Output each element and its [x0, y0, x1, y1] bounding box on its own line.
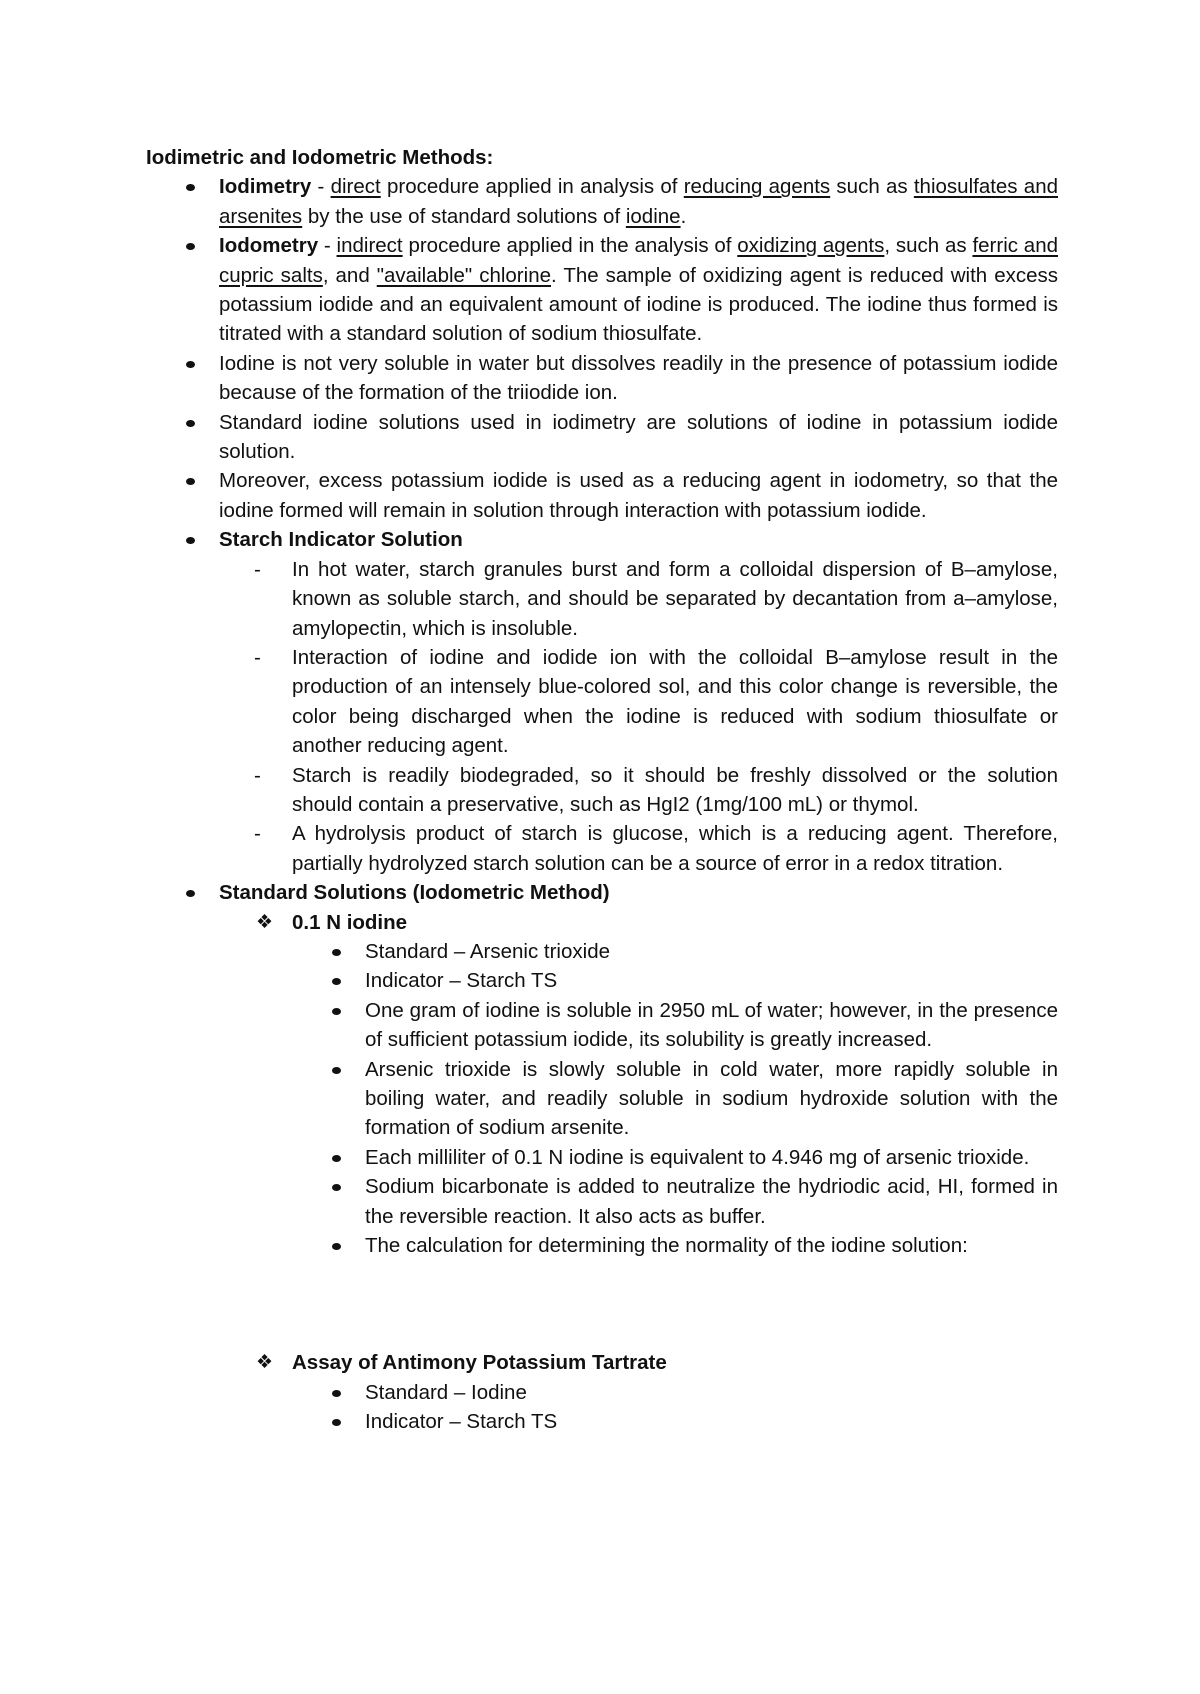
bullet-dot-icon [186, 361, 195, 368]
section-title-starch: Starch Indicator Solution [219, 528, 463, 552]
bullet-text: Moreover, excess potassium iodide is used as a reducing agent in iodometry, so that the iodine formed will remain in solution through interaction with potassium iodide. [219, 469, 1058, 522]
sub-bullet-text: The calculation for determining the normality of the iodine solution: [365, 1234, 968, 1258]
page-heading: Iodimetric and Iodometric Methods: [146, 146, 494, 169]
bullet-dot-icon [332, 1184, 341, 1191]
text: , and [322, 263, 377, 287]
subsection-title-iodine: 0.1 N iodine [292, 910, 408, 934]
bullet-dot-icon [332, 949, 341, 956]
dash-marker-icon: - [254, 557, 261, 581]
dash-item [146, 643, 1058, 761]
bullet-dot-icon [186, 890, 195, 897]
bullet-dot-icon [332, 1067, 341, 1074]
dash-text: Interaction of iodine and iodide ion with the colloidal B–amylose result in the production of an intensely blue-colored sol, and this color change is reversible, the color being discharged when the iodine is reduced with sodium thiosulfate or another reducing agent. [292, 645, 1058, 758]
sub-bullet-item [146, 1143, 1058, 1172]
bullet-dot-icon [332, 1008, 341, 1015]
term-iodimetry: Iodimetry [219, 175, 312, 199]
underlined-oxidizing-agents: oxidizing agents [737, 234, 885, 258]
dash-item [146, 819, 1058, 878]
text: , such as [884, 234, 973, 258]
dash-marker-icon: - [254, 645, 261, 669]
bullet-item [146, 349, 1058, 408]
text: . The sample of oxidizing agent is reduced with excess potassium iodide and an equivalent amount of iodine is produced. The iodine thus formed is titrated with a standard solution of sodium thiosulfate. [219, 263, 1058, 346]
blank-space [146, 1260, 1058, 1348]
sub-bullet-item [146, 966, 1058, 995]
bullet-starch-indicator [146, 525, 1058, 554]
dash-item [146, 555, 1058, 643]
dash-text: Starch is readily biodegraded, so it should be freshly dissolved or the solution should contain a preservative, such as HgI2 (1mg/100 mL) or thymol. [292, 763, 1058, 816]
underlined-available-chlorine: "available" chlorine [376, 263, 551, 287]
bullet-iodometry [146, 231, 1058, 349]
main-bullet-list [146, 172, 1058, 1260]
bullet-dot-icon [186, 420, 195, 427]
antimony-list [146, 1348, 1058, 1436]
sub-bullet-text: Each milliliter of 0.1 N iodine is equivalent to 4.946 mg of arsenic trioxide. [365, 1145, 1030, 1169]
sub-bullet-text: Sodium bicarbonate is added to neutralize the hydriodic acid, HI, formed in the reversible reaction. It also acts as buffer. [365, 1175, 1058, 1228]
bullet-dot-icon [186, 243, 195, 250]
sub-bullet-item [146, 996, 1058, 1055]
bullet-iodimetry [146, 172, 1058, 231]
subsection-title-antimony: Assay of Antimony Potassium Tartrate [292, 1351, 667, 1375]
underlined-indirect: indirect [336, 234, 403, 258]
text: such as [830, 175, 914, 199]
underlined-direct: direct [330, 175, 381, 199]
diamond-bullet-icon: ❖ [256, 911, 274, 933]
subsection-iodine [146, 908, 1058, 937]
text: by the use of standard solutions of [302, 204, 626, 228]
bullet-dot-icon [332, 1243, 341, 1250]
diamond-bullet-icon: ❖ [256, 1352, 274, 1374]
section-title-standard-solutions: Standard Solutions (Iodometric Method) [219, 881, 610, 905]
bullet-item [146, 466, 1058, 525]
sub-bullet-item [146, 1231, 1058, 1260]
dash-text: In hot water, starch granules burst and form a colloidal dispersion of B–amylose, known as soluble starch, and should be separated by decantation from a–amylose, amylopectin, which is insoluble. [292, 557, 1058, 640]
sub-bullet-item [146, 1407, 1058, 1436]
bullet-text: Iodine is not very soluble in water but dissolves readily in the presence of potassium iodide because of the formation of the triiodide ion. [219, 351, 1058, 405]
text: procedure applied in the analysis of [402, 234, 738, 258]
term-iodometry: Iodometry [219, 234, 319, 258]
dash-item [146, 761, 1058, 820]
underlined-ferric-cupric: ferric and cupric salts [219, 234, 1058, 287]
bullet-dot-icon [332, 1390, 341, 1397]
underlined-iodine: iodine [625, 204, 681, 228]
document-page [146, 143, 1058, 1437]
sub-bullet-item [146, 937, 1058, 966]
sub-bullet-text: Arsenic trioxide is slowly soluble in cold water, more rapidly soluble in boiling water, and readily soluble in sodium hydroxide solution with the formation of sodium arsenite. [365, 1057, 1058, 1140]
bullet-dot-icon [332, 978, 341, 985]
sub-bullet-text: One gram of iodine is soluble in 2950 mL of water; however, in the presence of sufficient potassium iodide, its solubility is greatly increased. [365, 998, 1058, 1052]
bullet-dot-icon [332, 1419, 341, 1426]
sub-bullet-text: Standard – Iodine [365, 1380, 527, 1404]
bullet-text: Standard iodine solutions used in iodimetry are solutions of iodine in potassium iodide solution. [219, 410, 1058, 464]
dash-text: A hydrolysis product of starch is glucose, which is a reducing agent. Therefore, partially hydrolyzed starch solution can be a source of error in a redox titration. [292, 822, 1058, 875]
sub-bullet-item [146, 1378, 1058, 1407]
underlined-reducing-agents: reducing agents [683, 175, 831, 199]
bullet-dot-icon [186, 184, 195, 191]
bullet-standard-solutions [146, 878, 1058, 907]
sub-bullet-text: Standard – Arsenic trioxide [365, 939, 610, 963]
bullet-dot-icon [186, 537, 195, 544]
text: . [680, 204, 687, 228]
separator: - [318, 234, 337, 258]
underlined-thiosulfates: thiosulfates and arsenites [219, 175, 1059, 228]
sub-bullet-item [146, 1055, 1058, 1143]
sub-bullet-item [146, 1172, 1058, 1231]
bullet-dot-icon [332, 1155, 341, 1162]
text: procedure applied in analysis of [380, 175, 684, 199]
dash-marker-icon: - [254, 822, 261, 846]
dash-marker-icon: - [254, 763, 261, 787]
sub-bullet-text: Indicator – Starch TS [365, 1410, 558, 1434]
separator: - [311, 175, 331, 199]
bullet-item [146, 408, 1058, 467]
bullet-dot-icon [186, 478, 195, 485]
sub-bullet-text: Indicator – Starch TS [365, 969, 558, 993]
subsection-antimony [146, 1348, 1058, 1377]
